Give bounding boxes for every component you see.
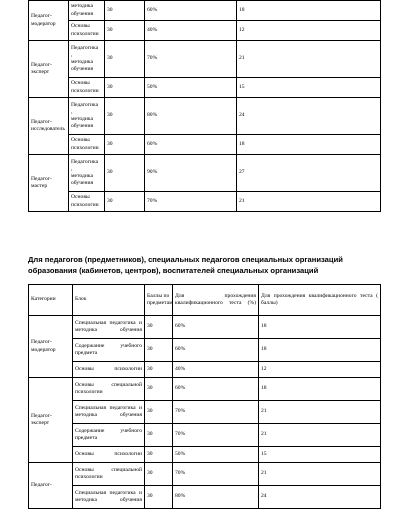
- category-cell: Педагог-: [29, 463, 73, 509]
- score-cell: 30: [145, 447, 173, 463]
- score-cell: 30: [105, 21, 145, 41]
- percent-cell: 70%: [173, 401, 259, 424]
- category-cell: Педагог- исследователь: [29, 98, 69, 155]
- category-cell: Педагог- эксперт: [29, 378, 73, 463]
- block-cell: Педагогика , методика обучения: [69, 155, 105, 192]
- score-cell: 30: [105, 78, 145, 98]
- table-row: [29, 41, 381, 78]
- block-cell: Основы психологии: [69, 192, 105, 212]
- table-row: [29, 424, 381, 447]
- block-cell: Специальная педагогика и методика обучения: [73, 401, 145, 424]
- qualification-table-2: [28, 284, 380, 509]
- block-cell: Основы психологии: [73, 362, 145, 378]
- score-cell: 30: [145, 339, 173, 362]
- points-cell: 18: [237, 135, 381, 155]
- percent-cell: 70%: [145, 41, 237, 78]
- score-cell: 30: [145, 316, 173, 339]
- points-cell: 21: [237, 192, 381, 212]
- table-row: [29, 362, 381, 378]
- percent-cell: 50%: [173, 447, 259, 463]
- percent-cell: 60%: [173, 316, 259, 339]
- percent-cell: 40%: [145, 21, 237, 41]
- table-row: [29, 135, 381, 155]
- score-cell: 30: [105, 135, 145, 155]
- percent-cell: 60%: [145, 135, 237, 155]
- block-cell: Основы психологии: [73, 447, 145, 463]
- percent-cell: 80%: [145, 98, 237, 135]
- header-points: Для прохождения квалификационного теста ( баллы): [259, 285, 381, 316]
- table-row: [29, 316, 381, 339]
- block-cell: Основы психологии: [69, 78, 105, 98]
- score-cell: 30: [105, 98, 145, 135]
- block-cell: Специальная педагогика и методика обучения: [73, 486, 145, 509]
- score-cell: 30: [145, 424, 173, 447]
- block-cell: Педагогика , методика обучения: [69, 41, 105, 78]
- table-row: [29, 21, 381, 41]
- score-cell: 30: [105, 1, 145, 21]
- table-row: [29, 401, 381, 424]
- percent-cell: 90%: [145, 155, 237, 192]
- points-cell: 15: [259, 447, 381, 463]
- percent-cell: 60%: [145, 1, 237, 21]
- table-row: [29, 98, 381, 135]
- points-cell: 21: [259, 463, 381, 486]
- category-cell: Педагог- модератор: [29, 316, 73, 378]
- points-cell: 21: [259, 424, 381, 447]
- block-cell: Основы специальной психологии: [73, 378, 145, 401]
- score-cell: 30: [145, 362, 173, 378]
- table-row: [29, 1, 381, 21]
- percent-cell: 70%: [173, 424, 259, 447]
- block-cell: методика обучения: [69, 1, 105, 21]
- points-cell: 24: [237, 98, 381, 135]
- table-row: [29, 486, 381, 509]
- block-cell: Основы специальной психологии: [73, 463, 145, 486]
- points-cell: 24: [259, 486, 381, 509]
- header-score: Баллы по предметам: [145, 285, 173, 316]
- points-cell: 18: [259, 316, 381, 339]
- qualification-table-1: [28, 0, 380, 212]
- points-cell: 15: [237, 78, 381, 98]
- score-cell: 30: [145, 401, 173, 424]
- points-cell: 18: [237, 1, 381, 21]
- table-row: [29, 339, 381, 362]
- block-cell: Содержание учебного предмета: [73, 339, 145, 362]
- block-cell: Основы психологии: [69, 21, 105, 41]
- table-row: [29, 155, 381, 192]
- table-row: [29, 447, 381, 463]
- score-cell: 30: [105, 155, 145, 192]
- block-cell: Содержание учебного предмета: [73, 424, 145, 447]
- percent-cell: 60%: [173, 378, 259, 401]
- header-block: Блок: [73, 285, 145, 316]
- category-cell: Педагог- модератор: [29, 1, 69, 41]
- percent-cell: 80%: [173, 486, 259, 509]
- header-percent: Для прохождения квалификационного теста (%): [173, 285, 259, 316]
- category-cell: Педагог- мастер: [29, 155, 69, 212]
- points-cell: 18: [259, 339, 381, 362]
- percent-cell: 50%: [145, 78, 237, 98]
- table-row: [29, 463, 381, 486]
- section-heading: Для педагогов (предметников), специальных педагогов специальных организаций образования (кабинетов, центров), воспитателей специальных организаций: [28, 255, 343, 275]
- points-cell: 27: [237, 155, 381, 192]
- score-cell: 30: [145, 463, 173, 486]
- block-cell: Педагогика , методика обучения: [69, 98, 105, 135]
- points-cell: 12: [237, 21, 381, 41]
- percent-cell: 70%: [145, 192, 237, 212]
- points-cell: 18: [259, 378, 381, 401]
- percent-cell: 70%: [173, 463, 259, 486]
- points-cell: 12: [259, 362, 381, 378]
- percent-cell: 40%: [173, 362, 259, 378]
- header-category: Категории: [29, 285, 73, 316]
- score-cell: 30: [145, 378, 173, 401]
- points-cell: 21: [237, 41, 381, 78]
- table-row: [29, 378, 381, 401]
- points-cell: 21: [259, 401, 381, 424]
- block-cell: Основы психологии: [69, 135, 105, 155]
- score-cell: 30: [105, 41, 145, 78]
- table-row: [29, 78, 381, 98]
- table-row: [29, 192, 381, 212]
- category-cell: Педагог- эксперт: [29, 41, 69, 98]
- percent-cell: 60%: [173, 339, 259, 362]
- score-cell: 30: [105, 192, 145, 212]
- block-cell: Специальная педагогика и методика обучения: [73, 316, 145, 339]
- table-header-row: [29, 285, 381, 316]
- score-cell: 30: [145, 486, 173, 509]
